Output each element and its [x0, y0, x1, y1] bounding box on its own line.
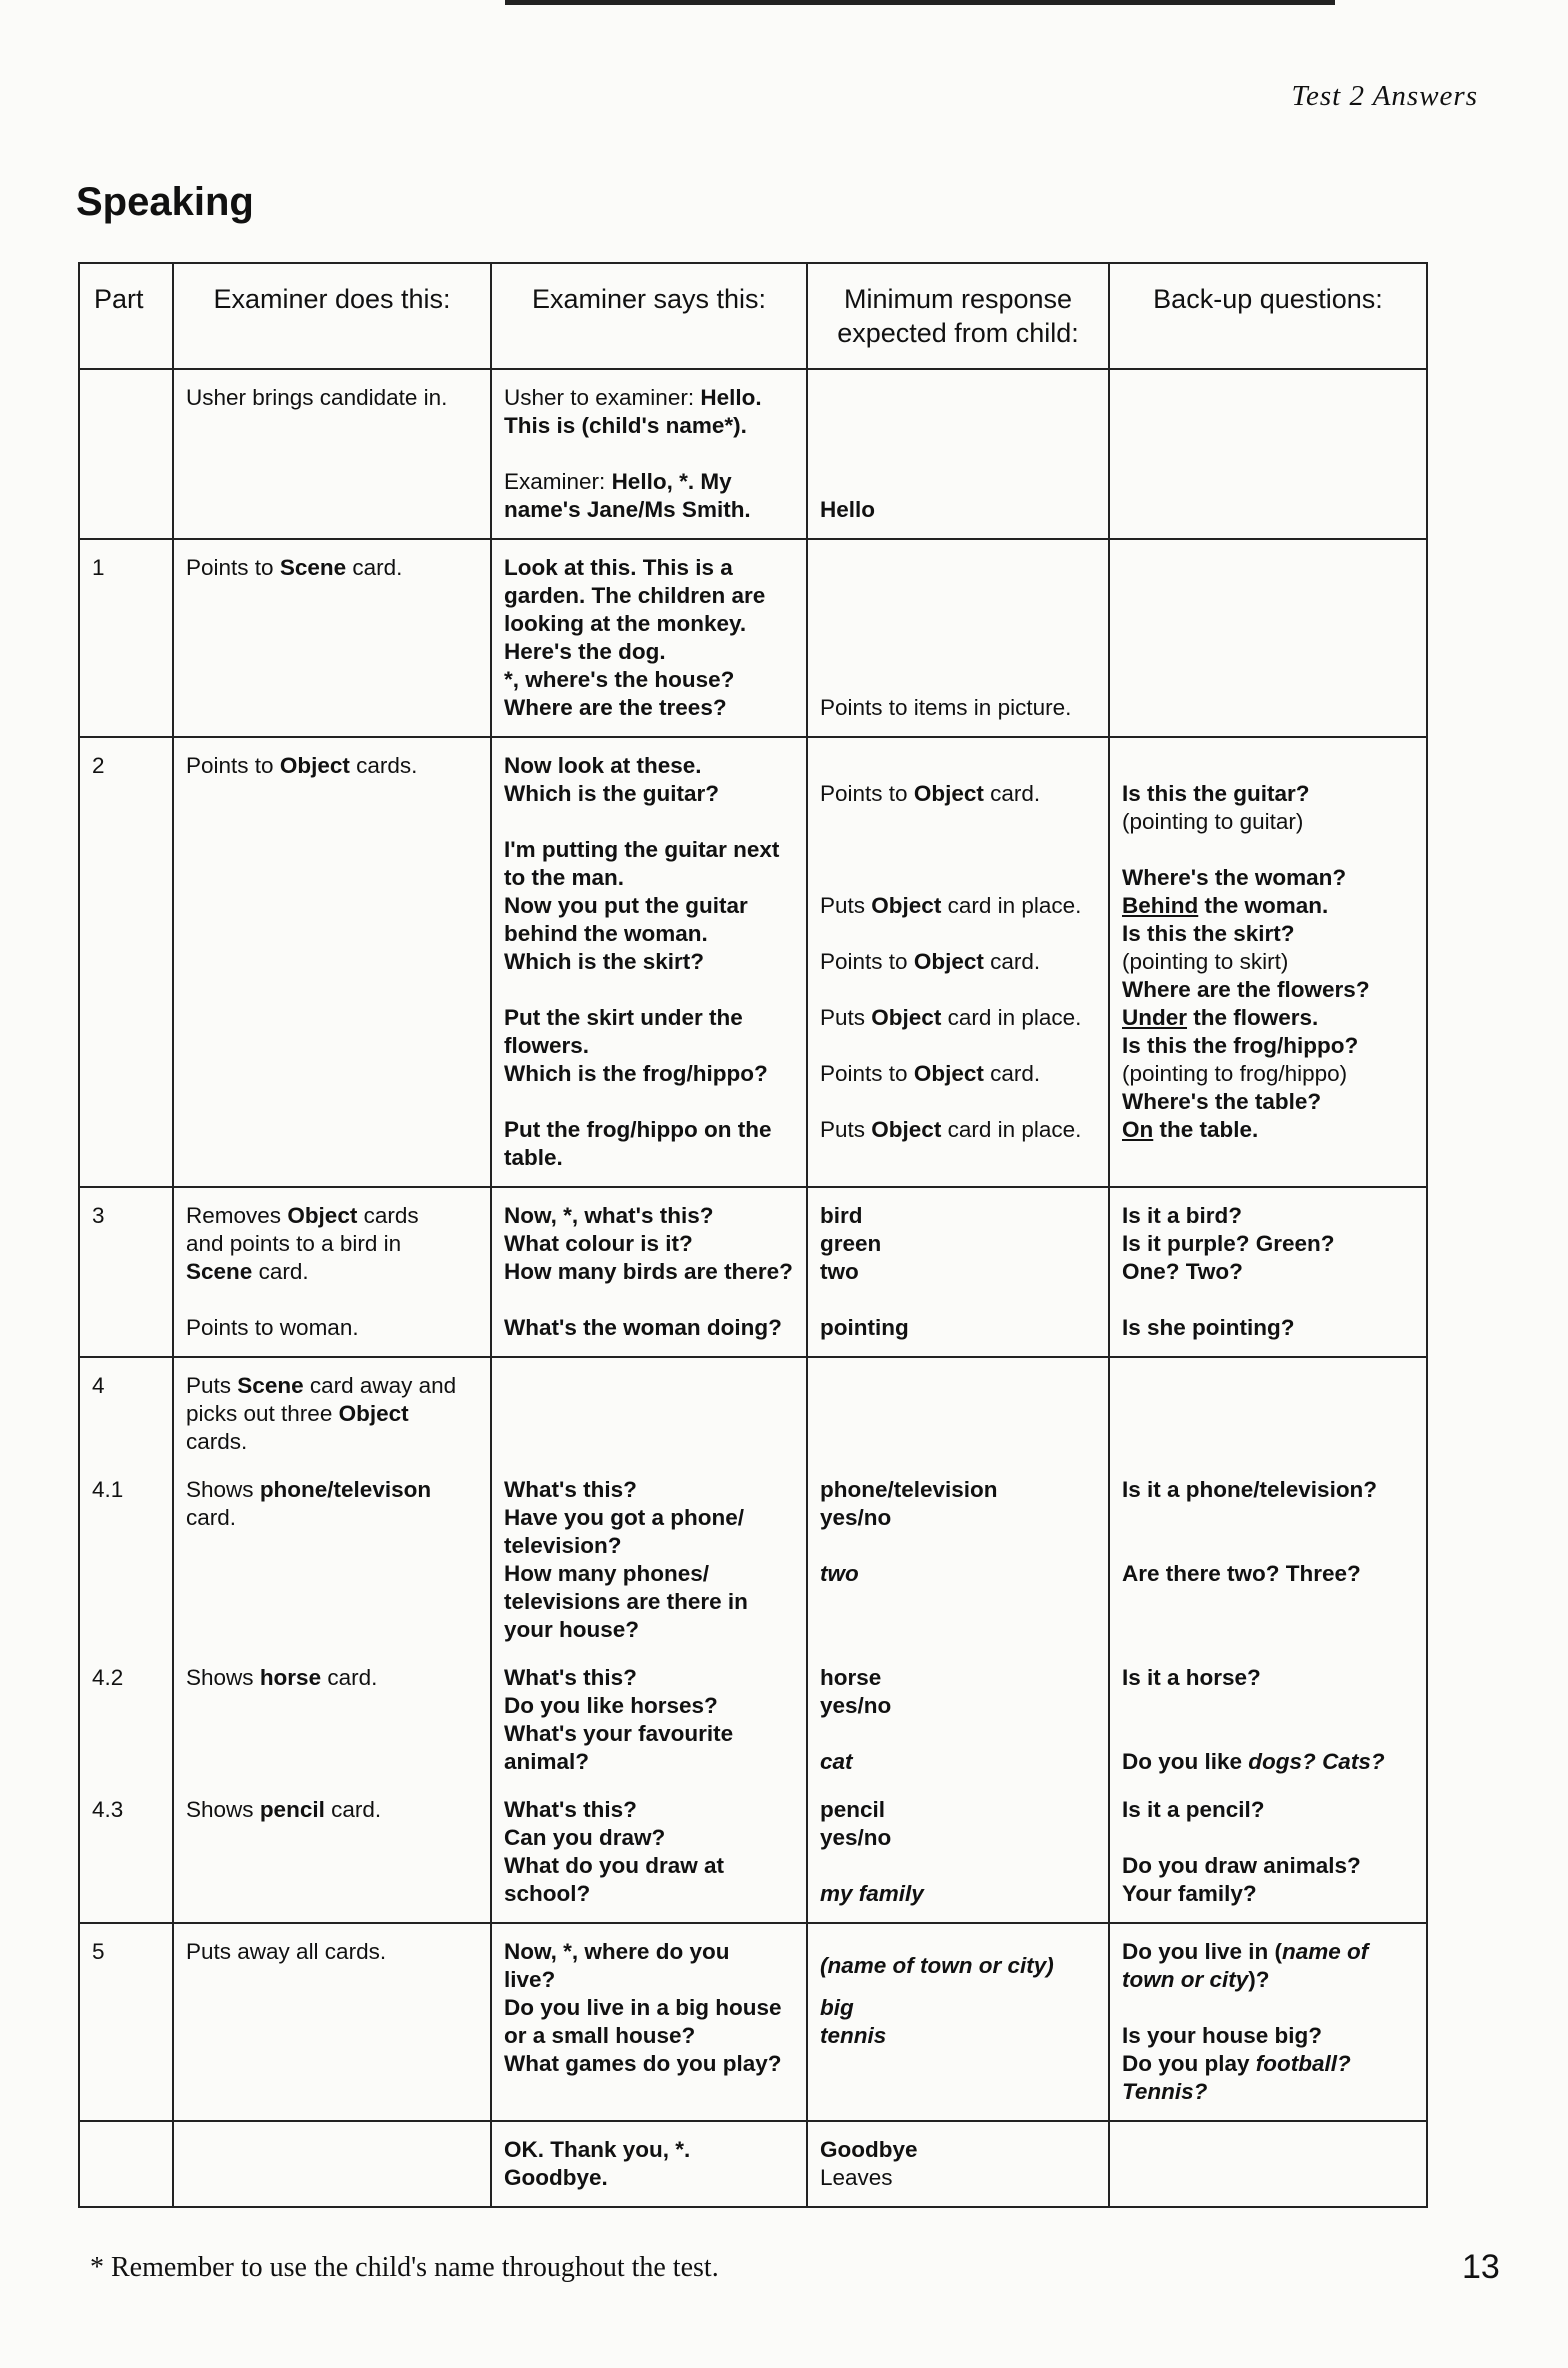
- cell-backup: Do you live in (name of town or city)? Is your house big? Do you play football? Tennis?: [1109, 1923, 1427, 2121]
- cell-does: [173, 2121, 491, 2207]
- cell-part: 4: [79, 1357, 173, 1470]
- cell-response: pencil yes/no my family: [807, 1790, 1109, 1923]
- table-row-part-3: [79, 1187, 1427, 1357]
- cell-backup: Is it a horse? Do you like dogs? Cats?: [1109, 1658, 1427, 1790]
- examiner-line-2: name's Jane/Ms Smith.: [504, 497, 751, 522]
- table-row-part-4-2: [79, 1658, 1427, 1790]
- cell-part: [79, 369, 173, 539]
- cell-does: Shows phone/televison card.: [173, 1470, 491, 1658]
- cell-part: 4.1: [79, 1470, 173, 1658]
- cell-says: Now, *, where do you live? Do you live in a big house or a small house? What games do you play?: [491, 1923, 807, 2121]
- table-row-part-4-3: [79, 1790, 1427, 1923]
- footnote: * Remember to use the child's name throughout the test.: [90, 2252, 719, 2283]
- cell-backup: Is this the guitar? (pointing to guitar) Where's the woman? Behind the woman. Is this the skirt? (pointing to skirt) Where are the flowers? Under the flowers. Is this the frog/hippo? (pointing to frog/hippo) Where's the table? On the table.: [1109, 737, 1427, 1187]
- intro-does: Usher brings candidate in.: [186, 385, 448, 410]
- cell-says: What's this? Do you like horses? What's your favourite animal?: [491, 1658, 807, 1790]
- table-row-closing: [79, 2121, 1427, 2207]
- response-point-object: Points to Object card.: [820, 1061, 1041, 1086]
- table-header-row: [79, 263, 1427, 369]
- cell-says: [491, 369, 807, 539]
- cell-does: Points to Object cards.: [173, 737, 491, 1187]
- col-header-examiner-does: Examiner does this:: [173, 263, 491, 369]
- cell-says: OK. Thank you, *. Goodbye.: [491, 2121, 807, 2207]
- col-header-backup-questions: Back-up questions:: [1109, 263, 1427, 369]
- col-header-minimum-response: Minimum response expected from child:: [807, 263, 1109, 369]
- col-header-part: Part: [79, 263, 173, 369]
- cell-does: Removes Object cards and points to a bird in Scene card. Points to woman.: [173, 1187, 491, 1357]
- cell-response: [807, 369, 1109, 539]
- response-point-object: Points to Object card.: [820, 781, 1041, 806]
- cell-response: phone/television yes/no two: [807, 1470, 1109, 1658]
- cell-says: Now look at these. Which is the guitar? I'm putting the guitar next to the man. Now you put the guitar behind the woman. Which is the skirt? Put the skirt under the flowers. Which is the frog/hippo? Put the frog/hippo on the table.: [491, 737, 807, 1187]
- cell-does: Puts away all cards.: [173, 1923, 491, 2121]
- usher-line: Usher to examiner: Hello.: [504, 385, 762, 410]
- cell-response: Points to items in picture.: [807, 539, 1109, 737]
- examiner-line: Examiner: Hello, *. My: [504, 469, 732, 494]
- cell-backup: [1109, 2121, 1427, 2207]
- speaking-answer-table: [78, 262, 1428, 2208]
- section-title: Speaking: [76, 180, 254, 224]
- cell-backup: [1109, 369, 1427, 539]
- cell-does: Shows horse card.: [173, 1658, 491, 1790]
- cell-backup: [1109, 539, 1427, 737]
- running-head: Test 2 Answers: [1291, 80, 1478, 112]
- cell-backup: Is it a phone/television? Are there two? Three?: [1109, 1470, 1427, 1658]
- cell-does: Shows pencil card.: [173, 1790, 491, 1923]
- cell-backup: [1109, 1357, 1427, 1470]
- cell-response: (name of town or city) big tennis: [807, 1923, 1109, 2121]
- cell-part: 1: [79, 539, 173, 737]
- cell-part: [79, 2121, 173, 2207]
- cell-does: Points to Scene card.: [173, 539, 491, 737]
- cell-part: 2: [79, 737, 173, 1187]
- cell-does: [173, 369, 491, 539]
- intro-response: Hello: [820, 497, 876, 522]
- cell-says: Now, *, what's this? What colour is it? How many birds are there? What's the woman doing?: [491, 1187, 807, 1357]
- cell-says: What's this? Can you draw? What do you draw at school?: [491, 1790, 807, 1923]
- cell-response: [807, 1357, 1109, 1470]
- table-row-part-4-1: [79, 1470, 1427, 1658]
- response-put-object: Puts Object card in place.: [820, 1117, 1082, 1142]
- table-row-part-4: [79, 1357, 1427, 1470]
- response-put-object: Puts Object card in place.: [820, 1005, 1082, 1030]
- cell-part: 5: [79, 1923, 173, 2121]
- usher-line-2: This is (child's name*).: [504, 413, 747, 438]
- cell-says: [491, 1357, 807, 1470]
- page-number: 13: [1462, 2248, 1500, 2286]
- table-row-intro: [79, 369, 1427, 539]
- cell-part: 4.2: [79, 1658, 173, 1790]
- cell-backup: Is it a pencil? Do you draw animals? Your family?: [1109, 1790, 1427, 1923]
- cell-part: 3: [79, 1187, 173, 1357]
- table-row-part-5: [79, 1923, 1427, 2121]
- table-row-part-2: [79, 737, 1427, 1187]
- cell-response: [807, 737, 1109, 1187]
- top-rule: [505, 0, 1335, 5]
- response-put-object: Puts Object card in place.: [820, 893, 1082, 918]
- col-header-examiner-says: Examiner says this:: [491, 263, 807, 369]
- cell-says: Look at this. This is a garden. The children are looking at the monkey. Here's the dog. *, where's the house? Where are the trees?: [491, 539, 807, 737]
- table-row-part-1: [79, 539, 1427, 737]
- cell-response: Goodbye Leaves: [807, 2121, 1109, 2207]
- cell-part: 4.3: [79, 1790, 173, 1923]
- cell-does: Puts Scene card away and picks out three Object cards.: [173, 1357, 491, 1470]
- cell-says: What's this? Have you got a phone/ television? How many phones/ televisions are there in your house?: [491, 1470, 807, 1658]
- response-point-object: Points to Object card.: [820, 949, 1041, 974]
- cell-backup: Is it a bird? Is it purple? Green? One? Two? Is she pointing?: [1109, 1187, 1427, 1357]
- cell-response: horse yes/no cat: [807, 1658, 1109, 1790]
- cell-response: bird green two pointing: [807, 1187, 1109, 1357]
